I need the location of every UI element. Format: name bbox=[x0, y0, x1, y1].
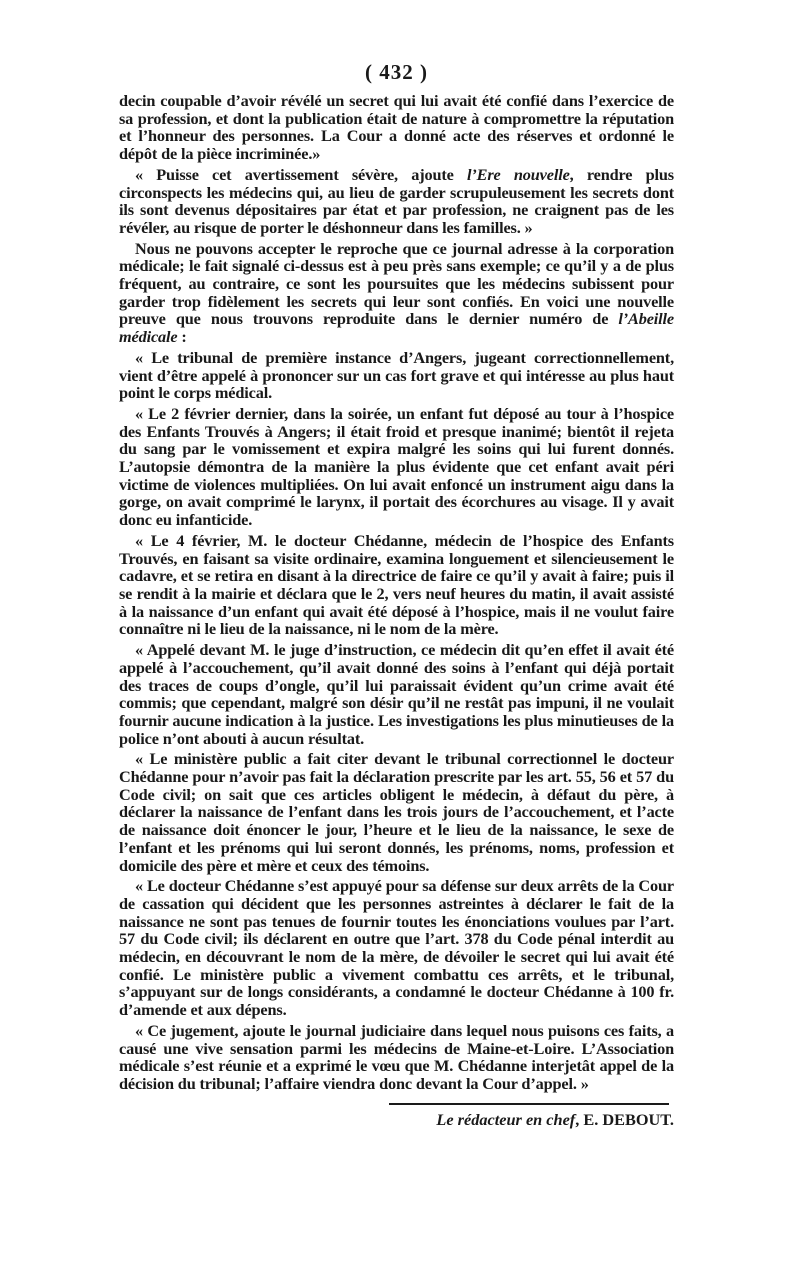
page-content bbox=[119, 58, 674, 1131]
paragraph-3: Nous ne pouvons accepter le reproche que ce journal adresse à la corporation médicale; le fait signalé ci-dessus est à peu près sans exemple; ce qu’il y a de plus fréquent, au contraire, ce sont les poursuites que les médecins subissent pour garder trop fidèlement les secrets qui leur sont confiés. En voici une nouvelle preuve que nous trouvons reproduite dans le dernier numéro de l’Abeille médicale : bbox=[119, 238, 674, 347]
paragraph-1: decin coupable d’avoir révélé un secret qui lui avait été confié dans l’exercice de sa profession, et dont la publication était de nature à compromettre la réputation et l’honneur des personnes. La Cour a donné acte des réserves et ordonné le dépôt de la pièce incriminée.» bbox=[119, 91, 674, 164]
signature-role: Le rédacteur en chef bbox=[436, 1109, 576, 1129]
paragraph-6: « Le 4 février, M. le docteur Chédanne, médecin de l’hospice des Enfants Trouvés, en faisant sa visite ordinaire, examina longuement et silencieusement le cadavre, et se retira en disant à la directrice de faire ce qu’il y avait à faire; puis il se rendit à la mairie et déclara que le 2, vers neuf heures du matin, il avait assisté à la naissance d’un enfant qui avait été déposé à l’hospice, mais il ne voulut faire connaître ni le lieu de la naissance, ni le nom de la mère. bbox=[119, 530, 674, 639]
paragraph-7: « Appelé devant M. le juge d’instruction, ce médecin dit qu’en effet il avait été appelé à l’accouchement, qu’il avait donné des soins à l’enfant qui déjà portait des traces de coups d’ongle, qu’il lui paraissait évident qu’un crime avait été commis; que cependant, malgré son désir qu’il ne restât pas impuni, il ne voulait fournir aucune indication à la justice. Les investigations les plus minutieuses de la police n’ont abouti à aucun résultat. bbox=[119, 640, 674, 748]
paragraph-8: « Le ministère public a fait citer devant le tribunal correctionnel le docteur Chédanne pour n’avoir pas fait la déclaration prescrite par les art. 55, 56 et 57 du Code civil; on sait que ces articles obligent le médecin, à défaut du père, à déclarer la naissance de l’enfant dans les trois jours de l’accouchement, et l’acte de naissance doit énoncer le jour, l’heure et le lieu de la naissance, le sexe de l’enfant et les prénoms qui lui seront donnés, les prénoms, noms, profession et domicile des père et mère et ceux des témoins. bbox=[119, 749, 674, 875]
journal-title-ere-nouvelle: l’Ere nouvelle bbox=[467, 164, 570, 184]
signature bbox=[119, 1109, 674, 1131]
paragraph-4: « Le tribunal de première instance d’Angers, jugeant correctionnellement, vient d’être appelé à prononcer sur un cas fort grave et qui intéresse au plus haut point le corps médical. bbox=[119, 347, 674, 403]
paragraph-9: « Le docteur Chédanne s’est appuyé pour sa défense sur deux arrêts de la Cour de cassation qui décident que les personnes astreintes à déclarer le fait de la naissance ne sont pas tenues de fournir toutes les énonciations voulues par l’art. 57 du Code civil; ils déclarent en outre que l’art. 378 du Code pénal interdit au médecin, en découvrant le nom de la mère, de dévoiler le secret qui lui avait été confié. Le ministère public a vivement combattu ces arrêts, et le tribunal, s’appuyant sur de longs considérants, a condamné le docteur Chédanne à 100 fr. d’amende et aux dépens. bbox=[119, 876, 674, 1020]
paragraph-2: « Puisse cet avertissement sévère, ajoute l’Ere nouvelle, rendre plus circonspects les médecins qui, au lieu de garder scrupuleusement les secrets dont ils sont devenus dépositaires par état et par profession, ne craignent pas de les révéler, au risque de porter le déshonneur dans les familles. » bbox=[119, 164, 674, 237]
page-number: ( 432 ) bbox=[365, 60, 428, 84]
journal-title-abeille-medicale: l’Abeille médicale bbox=[119, 309, 674, 347]
signature-rule bbox=[389, 1103, 669, 1105]
signature-name: , E. DEBOUT. bbox=[575, 1109, 674, 1129]
paragraph-10: « Ce jugement, ajoute le journal judiciaire dans lequel nous puisons ces faits, a causé une vive sensation parmi les médecins de Maine-et-Loire. L’Association médicale s’est réunie et a exprimé le vœu que M. Chédanne interjetât appel de la décision du tribunal; l’affaire viendra donc devant la Cour d’appel. » bbox=[119, 1020, 674, 1093]
paragraph-5: « Le 2 février dernier, dans la soirée, un enfant fut déposé au tour à l’hospice des Enfants Trouvés à Angers; il était froid et presque inanimé; bientôt il rejeta du sang par le vomissement et expira malgré les soins qui lui furent donnés. L’autopsie démontra de la manière la plus évidente que cet enfant avait péri victime de violences multipliées. On lui avait enfoncé un instrument aigu dans la gorge, on avait comprimé le larynx, il portait des écorchures au visage. Il y avait donc eu infanticide. bbox=[119, 403, 674, 530]
